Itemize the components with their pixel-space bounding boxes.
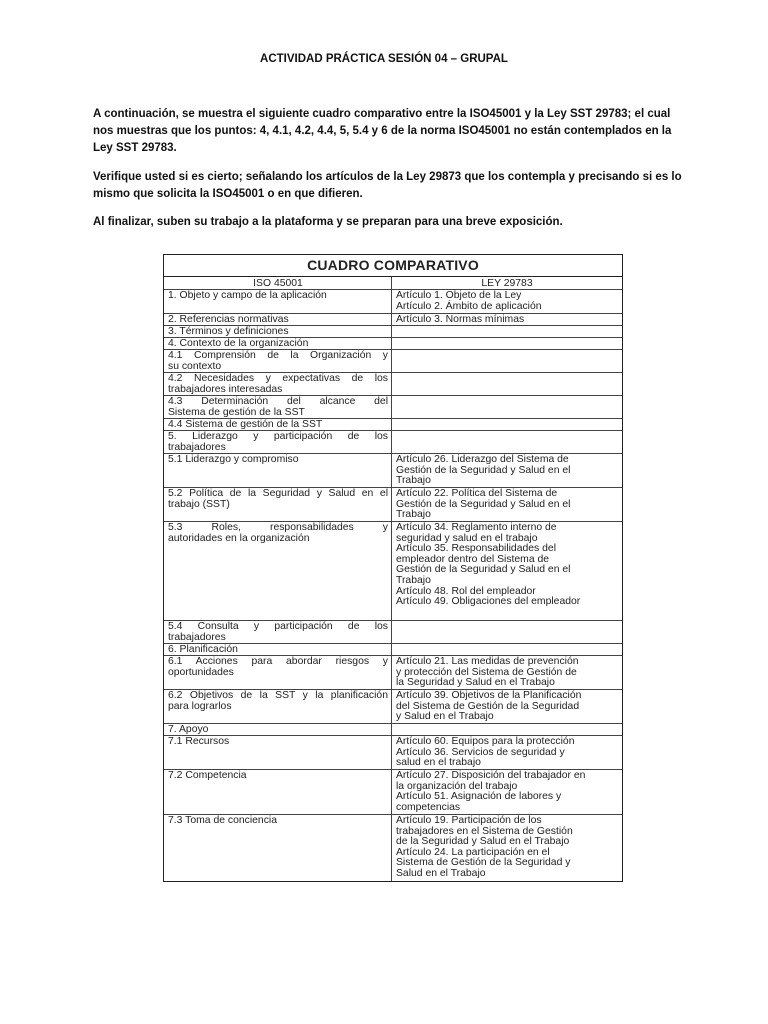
iso-cell	[164, 770, 392, 814]
cell-line: Artículo 48. Rol del empleador	[396, 585, 536, 597]
table-row	[164, 644, 622, 656]
cell-line: Gestión de la Seguridad y Salud en el	[396, 464, 571, 476]
cell-line: 2. Referencias normativas	[168, 314, 289, 325]
cell-line: 4.2 Necesidades y expectativas de los	[168, 373, 388, 384]
cell-line: 3. Términos y definiciones	[168, 326, 289, 337]
iso-cell	[164, 373, 392, 395]
iso-cell	[164, 621, 392, 643]
table-row	[164, 488, 622, 522]
table-row	[164, 815, 622, 881]
cell-line: 1. Objeto y campo de la aplicación	[168, 290, 327, 301]
iso-cell	[164, 454, 392, 487]
ley-cell	[392, 314, 621, 325]
cell-line: trabajadores en el Sistema de Gestión	[396, 825, 573, 837]
iso-cell	[164, 290, 392, 313]
table-title: CUADRO COMPARATIVO	[164, 255, 622, 277]
cell-line: Gestión de la Seguridad y Salud en el	[396, 498, 571, 510]
cell-line: Artículo 49. Obligaciones del empleador	[396, 596, 581, 608]
ley-cell	[392, 419, 621, 430]
cell-line: la organización del trabajo	[396, 780, 518, 792]
ley-cell	[392, 338, 621, 349]
table-row	[164, 770, 622, 815]
table-header-row	[164, 277, 622, 290]
iso-cell	[164, 326, 392, 337]
cell-line: competencias	[396, 801, 461, 813]
cell-line: Artículo 22. Política del Sistema de	[396, 488, 558, 499]
cell-line: trabajadores	[168, 441, 226, 453]
ley-cell	[392, 326, 621, 337]
comparison-table	[163, 254, 623, 882]
ley-cell	[392, 350, 621, 372]
cell-line: 4.3 Determinación del alcance del	[168, 396, 388, 407]
cell-line: 5.3 Roles, responsabilidades y	[168, 522, 388, 533]
column-header-iso: ISO 45001	[164, 277, 392, 289]
column-header-ley: LEY 29783	[481, 278, 533, 289]
table-row	[164, 736, 622, 770]
cell-line: del Sistema de Gestión de la Seguridad	[396, 700, 580, 712]
cell-line: Artículo 1. Objeto de la Ley	[396, 290, 522, 301]
ley-cell	[392, 373, 621, 395]
cell-line: 5.4 Consulta y participación de los	[168, 621, 388, 632]
iso-cell	[164, 736, 392, 769]
cell-line: Artículo 35. Responsabilidades del	[396, 543, 556, 555]
cell-line: y Salud en el Trabajo	[396, 711, 494, 723]
table-row	[164, 396, 622, 419]
iso-cell	[164, 396, 392, 418]
table-row	[164, 290, 622, 314]
table-row	[164, 522, 622, 621]
table-row	[164, 419, 622, 431]
ley-cell	[392, 656, 621, 689]
cell-line: Salud en el Trabajo	[396, 867, 486, 879]
cell-line: 7.1 Recursos	[168, 736, 230, 747]
iso-cell	[164, 690, 392, 723]
cell-line: Artículo 19. Participación de los	[396, 815, 542, 826]
table-row	[164, 454, 622, 488]
cell-line: Gestión de la Seguridad y Salud en el	[396, 564, 571, 576]
cell-line: Sistema de Gestión de la Seguridad y	[396, 857, 571, 869]
table-row	[164, 338, 622, 350]
iso-cell	[164, 656, 392, 689]
cell-line: Artículo 3. Normas mínimas	[396, 314, 525, 325]
ley-cell	[392, 431, 621, 453]
cell-line: Artículo 39. Objetivos de la Planificación	[396, 690, 582, 701]
cell-line: Artículo 26. Liderazgo del Sistema de	[396, 454, 569, 465]
table-row	[164, 326, 622, 338]
ley-cell	[392, 488, 621, 521]
cell-line: para lograrlos	[168, 700, 232, 712]
cell-line: 5.1 Liderazgo y compromiso	[168, 454, 299, 465]
cell-line: Artículo 2. Ámbito de aplicación	[396, 300, 542, 312]
ley-cell	[392, 724, 621, 735]
ley-cell	[392, 396, 621, 418]
cell-line: Artículo 34. Reglamento interno de	[396, 522, 557, 533]
cell-line: 7. Apoyo	[168, 724, 209, 735]
cell-line: Artículo 36. Servicios de seguridad y	[396, 746, 565, 758]
iso-cell	[164, 431, 392, 453]
cell-line: 4.1 Comprensión de la Organización y	[168, 350, 388, 361]
cell-line: 7.2 Competencia	[168, 770, 247, 781]
cell-line: salud en el trabajo	[396, 757, 481, 769]
iso-cell	[164, 314, 392, 325]
cell-line: 4. Contexto de la organización	[168, 338, 309, 349]
cell-line: Artículo 24. La participación en el	[396, 846, 550, 858]
table-row	[164, 690, 622, 724]
cell-line: 4.4 Sistema de gestión de la SST	[168, 419, 323, 430]
instruction-paragraph-2: Verifique usted si es cierto; señalando los artículos de la Ley 29873 que los contempla y precisando si es lo mismo que solicita la ISO45001 o en que difieren.	[93, 171, 682, 200]
cell-line: 6.1 Acciones para abordar riesgos y	[168, 656, 388, 667]
cell-line: Trabajo	[396, 574, 431, 586]
table-row	[164, 621, 622, 644]
cell-line: 6.2 Objetivos de la SST y la planificación	[168, 690, 388, 701]
table-row	[164, 373, 622, 396]
cell-line: Artículo 51. Asignación de labores y	[396, 791, 562, 803]
cell-line: 5. Liderazgo y participación de los	[168, 431, 388, 442]
cell-line: Artículo 21. Las medidas de prevención	[396, 656, 579, 667]
cell-line: trabajo (SST)	[168, 498, 230, 510]
cell-line: Artículo 60. Equipos para la protección	[396, 736, 575, 747]
ley-cell	[392, 736, 621, 769]
ley-cell	[392, 770, 621, 814]
table-row	[164, 431, 622, 454]
table-row	[164, 656, 622, 690]
cell-line: la Seguridad y Salud en el Trabajo	[396, 677, 555, 689]
cell-line: empleador dentro del Sistema de	[396, 553, 550, 565]
cell-line: su contexto	[168, 360, 222, 372]
ley-cell	[392, 621, 621, 643]
iso-cell	[164, 488, 392, 521]
cell-line: autoridades en la organización	[168, 532, 310, 544]
iso-cell	[164, 338, 392, 349]
ley-cell	[392, 815, 621, 881]
cell-line: oportunidades	[168, 666, 234, 678]
table-row	[164, 350, 622, 373]
cell-line: de la Seguridad y Salud en el Trabajo	[396, 836, 570, 848]
ley-cell	[392, 522, 621, 620]
table-body	[164, 290, 622, 881]
cell-line: trabajadores interesadas	[168, 383, 283, 395]
cell-line: 5.2 Política de la Seguridad y Salud en el	[168, 488, 388, 499]
cell-line: Sistema de gestión de la SST	[168, 406, 305, 418]
cell-line: Trabajo	[396, 475, 431, 487]
cell-line: trabajadores	[168, 631, 226, 643]
cell-line: seguridad y salud en el trabajo	[396, 532, 538, 544]
ley-cell	[392, 644, 621, 655]
instruction-paragraph-1: A continuación, se muestra el siguiente cuadro comparativo entre la ISO45001 y la Ley SST 29783; el cual nos muestras que los puntos: 4, 4.1, 4.2, 4.4, 5, 5.4 y 6 de la norma ISO45001 no están contemplados en la Ley SST 29783.	[93, 108, 672, 154]
ley-cell	[392, 290, 621, 313]
iso-cell	[164, 815, 392, 881]
table-row	[164, 314, 622, 326]
iso-cell	[164, 644, 392, 655]
iso-cell	[164, 724, 392, 735]
iso-cell	[164, 350, 392, 372]
ley-cell	[392, 690, 621, 723]
cell-line: Artículo 27. Disposición del trabajador en	[396, 770, 586, 781]
cell-line: 6. Planificación	[168, 644, 238, 655]
cell-line: Trabajo	[396, 509, 431, 521]
iso-cell	[164, 522, 392, 620]
cell-line: 7.3 Toma de conciencia	[168, 815, 277, 826]
iso-cell	[164, 419, 392, 430]
ley-cell	[392, 454, 621, 487]
document-title: ACTIVIDAD PRÁCTICA SESIÓN 04 – GRUPAL	[260, 53, 508, 65]
table-row	[164, 724, 622, 736]
cell-line: y protección del Sistema de Gestión de	[396, 666, 577, 678]
instruction-paragraph-3: Al finalizar, suben su trabajo a la plataforma y se preparan para una breve exposición.	[93, 216, 563, 228]
